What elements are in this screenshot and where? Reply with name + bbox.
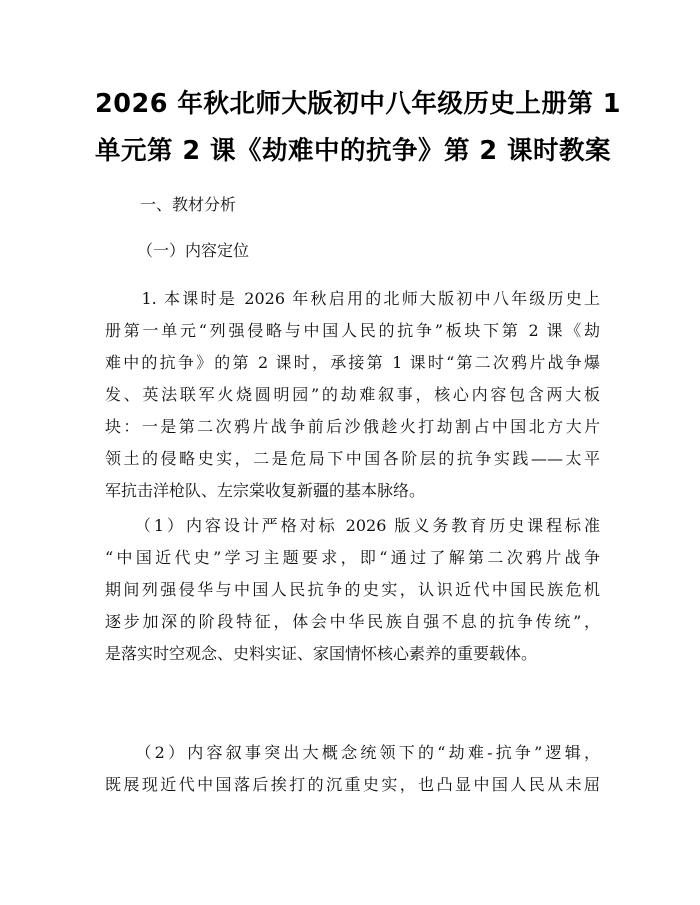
document-title-line-1: 2026 年秋北师大版初中八年级历史上册第 1 <box>95 89 621 119</box>
paragraph-line: 军抗击洋枪队、左宗棠收复新疆的基本脉络。 <box>105 481 426 500</box>
paragraph-line: 是落实时空观念、史料实证、家国情怀核心素养的重要载体。 <box>105 644 538 663</box>
paragraph-line: （1）内容设计严格对标 2026 版义务教育历史课程标准 <box>105 516 600 535</box>
paragraph-line: 发、英法联军火烧圆明园”的劫难叙事，核心内容包含两大板 <box>105 385 600 404</box>
subsection-heading: （一）内容定位 <box>137 241 250 260</box>
paragraph-line: （2）内容叙事突出大概念统领下的“劫难-抗争”逻辑， <box>105 743 600 762</box>
document-title-line-2: 单元第 2 课《劫难中的抗争》第 2 课时教案 <box>95 136 611 166</box>
paragraph-line: 既展现近代中国落后挨打的沉重史实，也凸显中国人民从未屈 <box>105 775 600 794</box>
paragraph-line: 难中的抗争》的第 2 课时，承接第 1 课时“第二次鸦片战争爆 <box>105 353 600 372</box>
paragraph-line: 逐步加深的阶段特征，体会中华民族自强不息的抗争传统”， <box>105 612 600 631</box>
paragraph-1 <box>105 283 600 507</box>
paragraph-3 <box>105 737 600 801</box>
section-heading: 一、教材分析 <box>140 195 237 214</box>
paragraph-2 <box>105 510 600 670</box>
paragraph-line: 1. 本课时是 2026 年秋启用的北师大版初中八年级历史上 <box>105 289 600 308</box>
paragraph-line: “中国近代史”学习主题要求，即“通过了解第二次鸦片战争 <box>105 548 600 567</box>
paragraph-line: 册第一单元“列强侵略与中国人民的抗争”板块下第 2 课《劫 <box>105 321 600 340</box>
paragraph-line: 块：一是第二次鸦片战争前后沙俄趁火打劫割占中国北方大片 <box>105 417 600 436</box>
paragraph-line: 期间列强侵华与中国人民抗争的史实，认识近代中国民族危机 <box>105 580 600 599</box>
paragraph-line: 领土的侵略史实，二是危局下中国各阶层的抗争实践——太平 <box>105 449 600 468</box>
